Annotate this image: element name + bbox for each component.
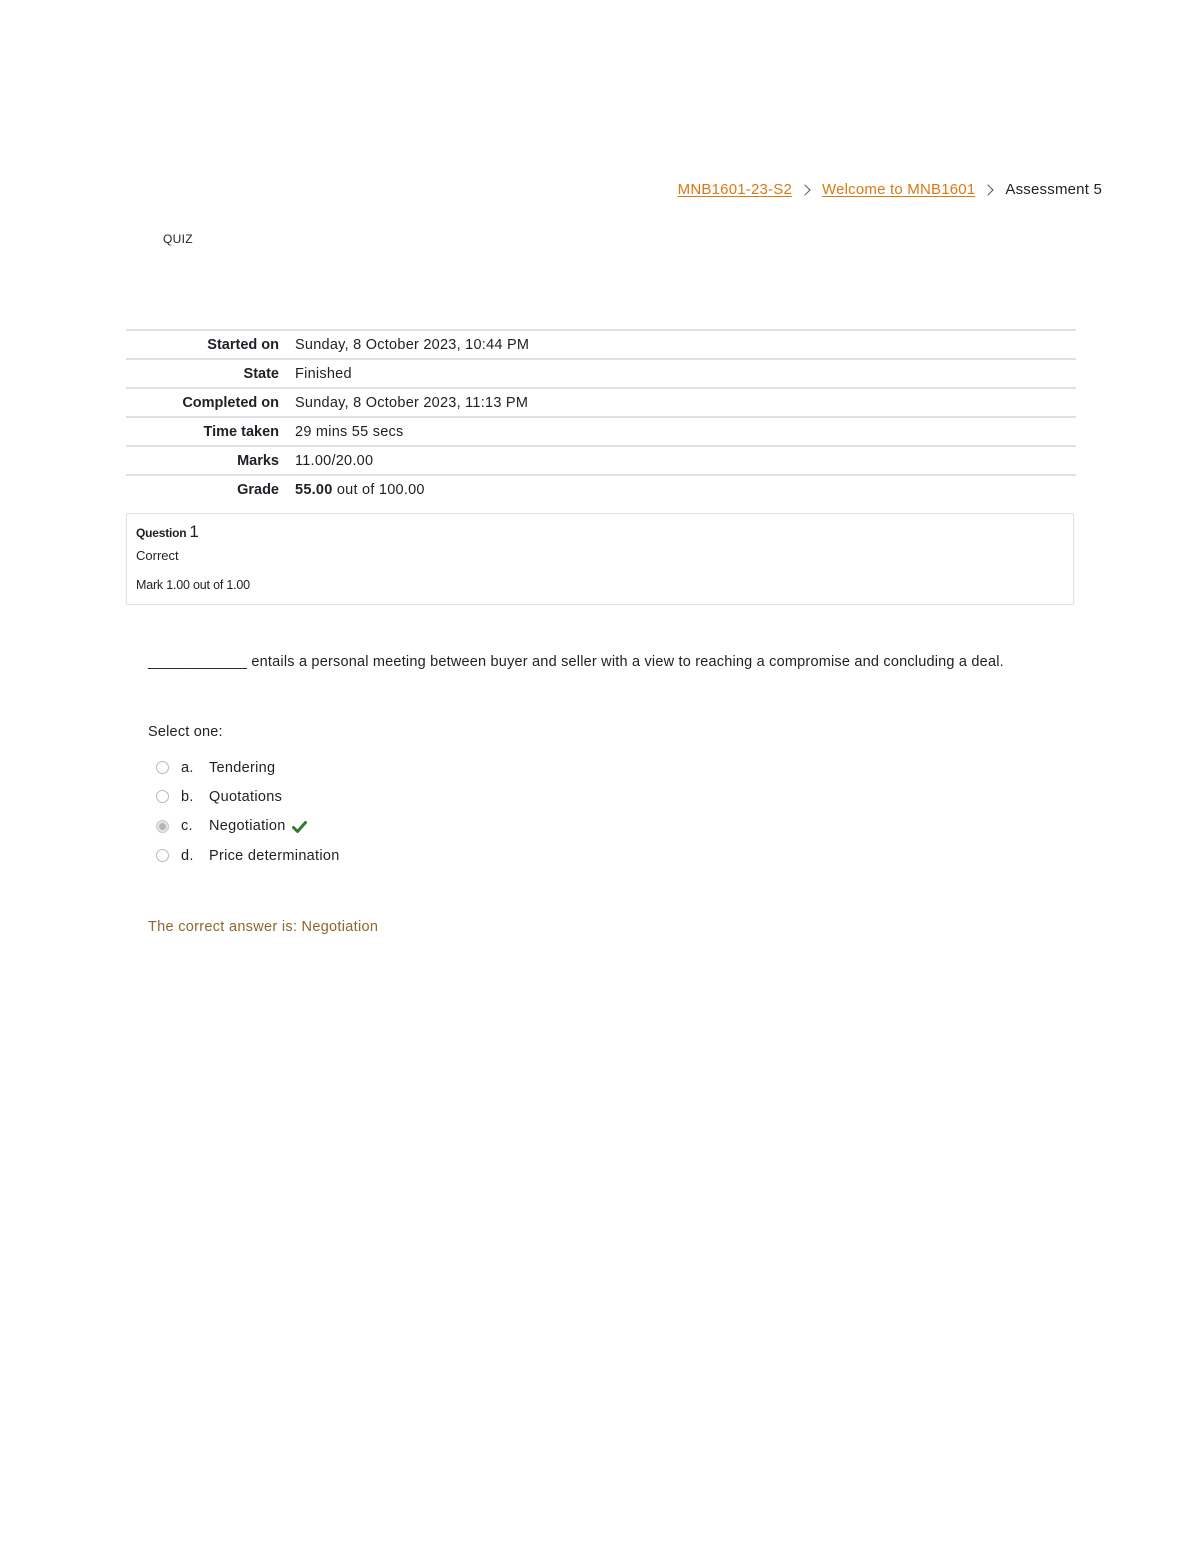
answer-label: Price determination: [209, 847, 340, 864]
answer-option-d[interactable]: [156, 841, 340, 870]
question-mark: Mark 1.00 out of 1.00: [136, 578, 250, 592]
answer-list: [156, 753, 340, 870]
answer-letter: c.: [181, 818, 193, 835]
summary-value: Finished: [295, 366, 352, 382]
summary-row-completed: [126, 388, 1076, 417]
answer-option-c[interactable]: [156, 812, 340, 841]
summary-row-started: [126, 330, 1076, 359]
breadcrumb-link-course[interactable]: MNB1601-23-S2: [677, 181, 792, 198]
attempt-summary-table: [126, 329, 1076, 503]
summary-row-grade: [126, 475, 1076, 503]
question-text: ____________ entails a personal meeting between buyer and seller with a view to reaching a compromise and concluding a deal.: [148, 654, 1004, 670]
radio-button[interactable]: [156, 790, 169, 803]
answer-label: Quotations: [209, 788, 283, 805]
summary-value: 29 mins 55 secs: [295, 424, 404, 440]
answer-label: Negotiation: [209, 818, 286, 835]
answer-option-b[interactable]: [156, 782, 340, 811]
summary-label: Started on: [207, 337, 279, 353]
correct-answer-feedback: The correct answer is: Negotiation: [148, 919, 379, 935]
question-label: Question: [136, 526, 187, 540]
summary-value: [295, 475, 1076, 503]
question-info-box: [126, 513, 1074, 605]
summary-value: 11.00/20.00: [295, 453, 374, 469]
question-state: Correct: [136, 548, 179, 563]
question-number-value: 1: [189, 522, 199, 541]
grade-suffix: out of 100.00: [336, 482, 425, 498]
answer-option-a[interactable]: [156, 753, 340, 782]
question-number: [136, 522, 1064, 542]
page-title: QUIZ: [163, 232, 193, 246]
breadcrumb-link-section[interactable]: Welcome to MNB1601: [822, 181, 976, 198]
breadcrumb: [678, 181, 1102, 198]
summary-label: Time taken: [203, 424, 279, 440]
answer-letter: b.: [181, 788, 194, 805]
summary-value: Sunday, 8 October 2023, 11:13 PM: [295, 395, 529, 411]
breadcrumb-current: Assessment 5: [1005, 181, 1102, 198]
summary-row-marks: [126, 446, 1076, 475]
summary-value: Sunday, 8 October 2023, 10:44 PM: [295, 337, 530, 353]
summary-label: State: [243, 366, 279, 382]
summary-label: Completed on: [182, 395, 279, 411]
radio-button[interactable]: [156, 761, 169, 774]
chevron-right-icon: [799, 184, 810, 195]
summary-label: Marks: [237, 453, 279, 469]
summary-row-state: [126, 359, 1076, 388]
chevron-right-icon: [983, 184, 994, 195]
checkmark-icon: [292, 820, 307, 834]
summary-label: Grade: [237, 482, 279, 498]
answer-prompt: Select one:: [148, 724, 223, 740]
answer-letter: a.: [181, 759, 194, 776]
answer-letter: d.: [181, 847, 194, 864]
answer-label: Tendering: [209, 759, 276, 776]
radio-button-selected[interactable]: [156, 820, 169, 833]
grade-value: 55.00: [295, 482, 333, 498]
summary-row-time-taken: [126, 417, 1076, 446]
radio-button[interactable]: [156, 849, 169, 862]
